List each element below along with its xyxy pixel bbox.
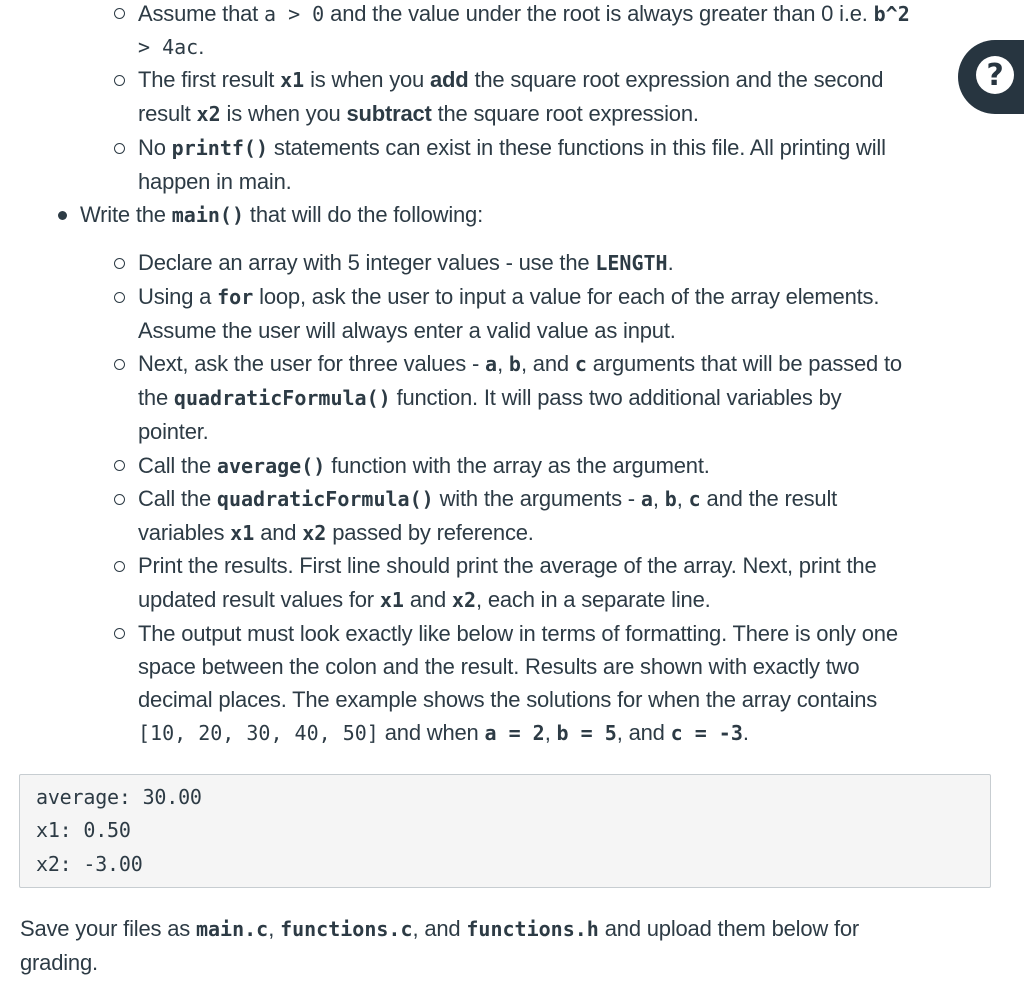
- text: The first result: [138, 67, 275, 92]
- list-bullet: [114, 359, 125, 370]
- text: updated result values for: [138, 587, 374, 612]
- code-inline: b: [664, 487, 677, 511]
- list-item-continuation: [138, 516, 534, 550]
- list-bullet: [114, 292, 125, 303]
- code-inline: a: [485, 352, 498, 376]
- list-item-continuation: [138, 381, 841, 415]
- code-inline: LENGTH: [595, 251, 668, 275]
- list-bullet: [114, 561, 125, 572]
- code-inline: [10, 20, 30, 40, 50]: [138, 721, 379, 745]
- code-inline: main.c: [195, 917, 269, 941]
- text: arguments that will be passed to: [592, 351, 902, 376]
- text: , and: [520, 351, 569, 376]
- code-inline: a = 2: [484, 721, 545, 745]
- list-item: [138, 617, 898, 651]
- text: happen in main.: [138, 169, 292, 194]
- list-item: [138, 347, 902, 381]
- list-item: [138, 131, 886, 165]
- paragraph: [20, 912, 859, 946]
- text: the square root expression and the second: [474, 67, 884, 92]
- text: .: [742, 720, 749, 745]
- paragraph-continuation: [20, 946, 98, 980]
- help-icon: ?: [976, 56, 1014, 94]
- text: that will do the following:: [249, 202, 483, 227]
- list-item: [138, 246, 674, 280]
- text: with the arguments -: [439, 486, 635, 511]
- list-bullet: [58, 211, 67, 220]
- code-inline: printf(): [171, 136, 268, 160]
- text: and upload them below for: [604, 916, 860, 941]
- code-inline: average(): [216, 454, 326, 478]
- text: ,: [497, 351, 503, 376]
- text: Print the results. First line should print the average of the array. Next, print the: [138, 553, 877, 578]
- list-item-continuation: [10, 20, 30, 40, 50] and when a = 2, b = 5, and c = -3.: [138, 720, 749, 745]
- list-item-continuation: [138, 165, 292, 199]
- code-inline: for: [217, 285, 254, 309]
- code-inline: quadraticFormula(): [173, 386, 391, 410]
- code-inline: > 4ac: [138, 35, 199, 59]
- code-inline: x1: [230, 521, 255, 545]
- code-inline: c: [688, 487, 701, 511]
- list-bullet: [114, 75, 125, 86]
- code-inline: x2: [196, 102, 221, 126]
- text: , each in a separate line.: [476, 587, 711, 612]
- list-item-continuation: [138, 97, 699, 131]
- text: the square root expression.: [437, 101, 699, 126]
- text: Declare an array with 5 integer values - use the: [138, 250, 590, 275]
- list-item: [138, 63, 883, 97]
- list-bullet: [114, 8, 125, 19]
- list-item-continuation: [138, 30, 204, 64]
- list-item: Call the quadraticFormula() with the arguments - a, b, c and the result: [138, 486, 838, 511]
- bold-text: subtract: [346, 101, 432, 126]
- list-item-continuation: [138, 314, 676, 348]
- list-bullet: [114, 628, 125, 639]
- text: Write the: [80, 202, 166, 227]
- text: is when you: [310, 67, 425, 92]
- list-item-continuation: [138, 583, 711, 617]
- list-item-continuation: [138, 650, 859, 684]
- text: Using a: [138, 284, 212, 309]
- code-output-line: x2: -3.00: [36, 852, 143, 876]
- text: passed by reference.: [332, 520, 534, 545]
- text: Assume the user will always enter a valid value as input.: [138, 318, 676, 343]
- code-inline: x1: [280, 68, 305, 92]
- text: function. It will pass two additional variables by: [396, 385, 842, 410]
- text: the: [138, 385, 168, 410]
- code-inline: a: [640, 487, 653, 511]
- list-item: [138, 449, 710, 483]
- text: .: [667, 250, 674, 275]
- text: statements can exist in these functions in this file. All printing will: [273, 135, 886, 160]
- text: No: [138, 135, 166, 160]
- text: Next, ask the user for three values -: [138, 351, 480, 376]
- text: loop, ask the user to input a value for each of the array elements.: [259, 284, 880, 309]
- code-inline: c = -3: [670, 721, 743, 745]
- text: pointer.: [138, 419, 209, 444]
- code-output-line: average: 30.00: [36, 785, 202, 809]
- text: and the result: [706, 486, 838, 511]
- text: and when: [384, 720, 479, 745]
- code-inline: x2: [302, 521, 327, 545]
- text: grading.: [20, 950, 98, 975]
- code-inline: functions.c: [280, 917, 413, 941]
- list-item-continuation: [138, 683, 877, 717]
- text: is when you: [226, 101, 341, 126]
- text: Assume that: [138, 1, 259, 26]
- code-inline: b: [508, 352, 521, 376]
- text: .: [198, 34, 205, 59]
- code-inline: x2: [451, 588, 476, 612]
- help-button[interactable]: [958, 40, 1024, 114]
- code-inline: b^2: [873, 2, 910, 26]
- text: ,: [268, 916, 275, 941]
- text: space between the colon and the result. Results are shown with exactly two: [138, 654, 860, 679]
- text: function with the array as the argument.: [331, 453, 710, 478]
- text: Call the: [138, 453, 211, 478]
- list-bullet: [114, 143, 125, 154]
- list-item: [138, 280, 879, 314]
- text: , and: [412, 916, 461, 941]
- list-item: [80, 198, 483, 232]
- code-inline: main(): [171, 203, 244, 227]
- text: and: [409, 587, 446, 612]
- text: The output must look exactly like below in terms of formatting. There is only one: [138, 621, 898, 646]
- text: result: [138, 101, 191, 126]
- bold-text: add: [430, 67, 469, 92]
- text: variables: [138, 520, 225, 545]
- code-inline: b = 5: [556, 721, 617, 745]
- code-inline: c: [574, 352, 587, 376]
- list-bullet: [114, 460, 125, 471]
- list-bullet: [114, 258, 125, 269]
- code-inline: x1: [379, 588, 404, 612]
- text: and: [260, 520, 297, 545]
- text: Call the: [138, 486, 211, 511]
- text: Save your files as: [20, 916, 191, 941]
- code-output-block: [19, 774, 991, 888]
- code-inline: functions.h: [466, 917, 599, 941]
- list-item: [138, 0, 910, 31]
- text: , and: [616, 720, 665, 745]
- text: decimal places. The example shows the solutions for when the array contains: [138, 687, 878, 712]
- list-bullet: [114, 494, 125, 505]
- code-inline: quadraticFormula(): [216, 487, 434, 511]
- code-inline: a > 0: [264, 2, 325, 26]
- code-output-line: x1: 0.50: [36, 818, 131, 842]
- text: and the value under the root is always greater than 0 i.e.: [330, 1, 868, 26]
- list-item-continuation: [138, 415, 209, 449]
- list-item: [138, 549, 876, 583]
